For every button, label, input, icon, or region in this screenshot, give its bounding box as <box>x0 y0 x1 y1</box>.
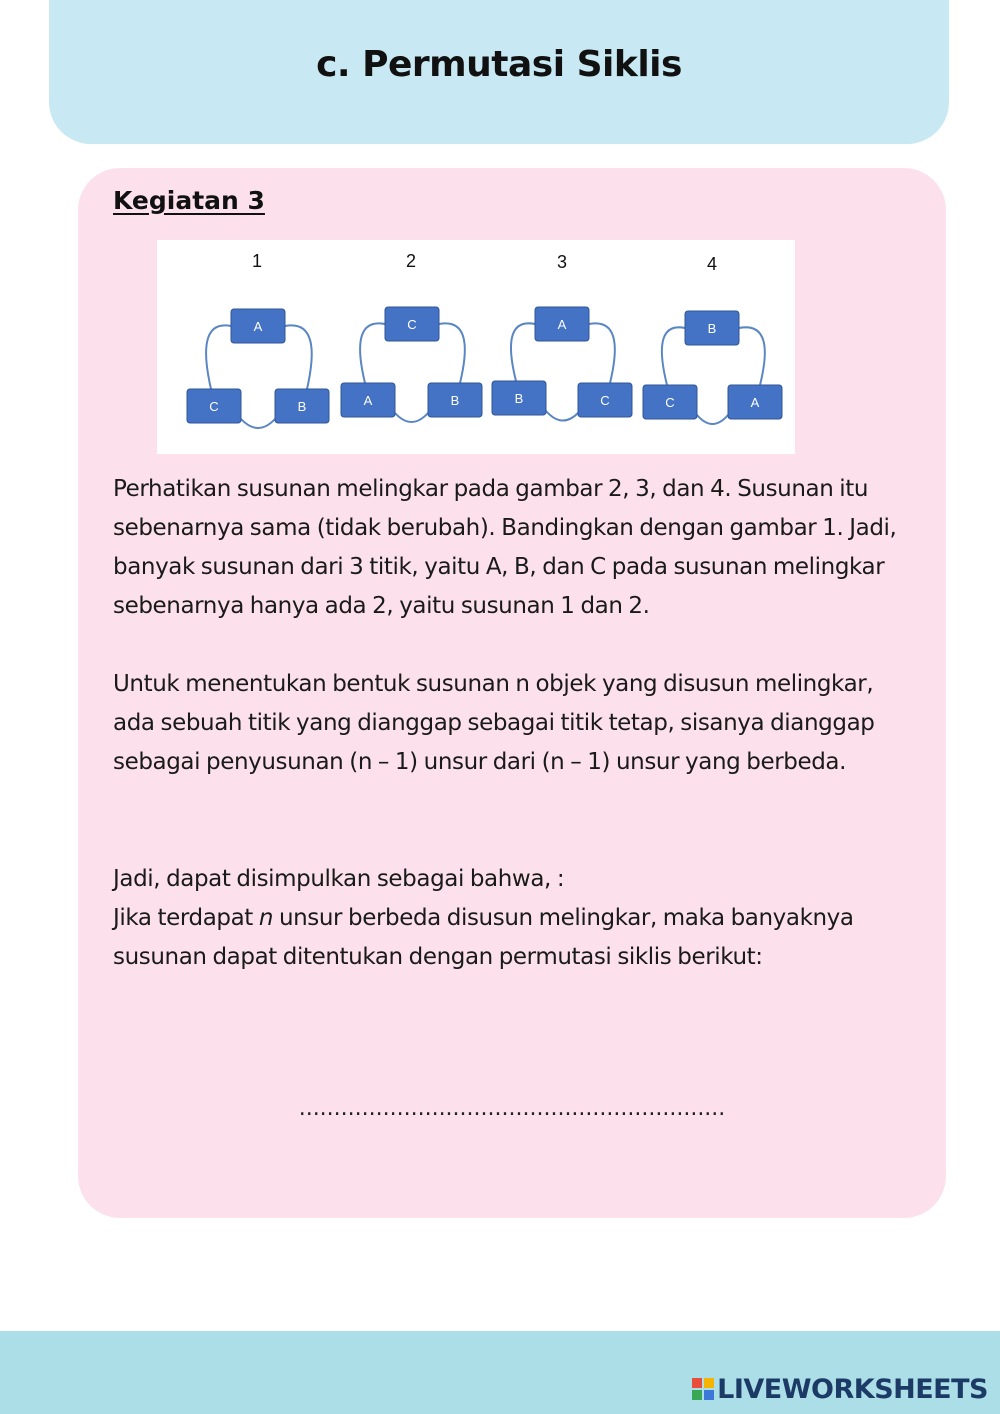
method-paragraph: Untuk menentukan bentuk susunan n objek yang disusun melingkar, ada sebuah titik yang dianggap sebagai titik tetap, sisanya dianggap sebagai penyusunan (n – 1) unsur dari (n – 1) unsur yang berbeda. <box>113 671 875 775</box>
arrangement-number: 4 <box>706 254 718 274</box>
node-top-label: A <box>253 319 263 334</box>
node-left-label: A <box>363 393 373 408</box>
arc-bottom <box>546 411 578 421</box>
arrangement-4 <box>643 254 782 424</box>
arrangement-number: 3 <box>556 252 568 272</box>
conclusion-prefix: Jika terdapat <box>113 905 259 931</box>
arc-left <box>511 323 535 381</box>
activity-title: Kegiatan 3 <box>113 186 265 215</box>
node-top-label: C <box>407 317 417 332</box>
node-top-label: B <box>707 321 717 336</box>
arc-right <box>439 323 465 383</box>
answer-blank[interactable]: ............................................................. <box>298 1096 726 1121</box>
arrangement-2 <box>341 251 482 422</box>
node-right-label: B <box>450 393 460 408</box>
arrangement-diagram <box>157 240 795 454</box>
arc-right <box>739 327 765 385</box>
page-title: c. Permutasi Siklis <box>316 44 682 85</box>
arc-right <box>589 323 615 383</box>
arrangement-number: 2 <box>405 251 417 271</box>
arc-bottom <box>697 415 728 424</box>
explanation-paragraph: Perhatikan susunan melingkar pada gambar 2, 3, dan 4. Susunan itu sebenarnya sama (tidak berubah). Bandingkan dengan gambar 1. Jadi, banyak susunan dari 3 titik, yaitu A, B, dan C pada susunan melingkar sebenarnya hanya ada 2, yaitu susunan 1 dan 2. <box>113 476 897 619</box>
brand[interactable] <box>692 1371 988 1407</box>
header-banner <box>49 0 949 144</box>
arc-right <box>285 325 312 389</box>
conclusion-statement <box>113 899 913 977</box>
arc-left <box>662 327 685 385</box>
node-left-label: B <box>514 391 524 406</box>
conclusion-intro: Jadi, dapat disimpulkan sebagai bahwa, : <box>113 866 565 892</box>
conclusion-suffix: unsur berbeda disusun melingkar, maka banyaknya susunan dapat ditentukan dengan permutasi siklis berikut: <box>113 905 854 970</box>
node-left-label: C <box>209 399 219 414</box>
node-right-label: A <box>750 395 760 410</box>
circular-arrangement-figure <box>157 240 795 454</box>
arrangement-3 <box>492 252 632 421</box>
footer-bar <box>0 1331 1000 1414</box>
arc-left <box>206 325 231 389</box>
brand-name: LIVEWORKSHEETS <box>717 1373 988 1405</box>
node-right-label: C <box>600 393 610 408</box>
arrangement-number: 1 <box>251 251 263 271</box>
node-top-label: A <box>557 317 567 332</box>
liveworksheets-logo-icon <box>692 1378 714 1400</box>
node-right-label: B <box>297 399 307 414</box>
conclusion-variable: n <box>258 905 274 931</box>
arrangement-1 <box>187 251 329 428</box>
arc-bottom <box>395 413 428 422</box>
arc-bottom <box>241 419 275 428</box>
activity-card <box>78 168 946 1218</box>
arc-left <box>360 323 385 383</box>
node-left-label: C <box>665 395 675 410</box>
